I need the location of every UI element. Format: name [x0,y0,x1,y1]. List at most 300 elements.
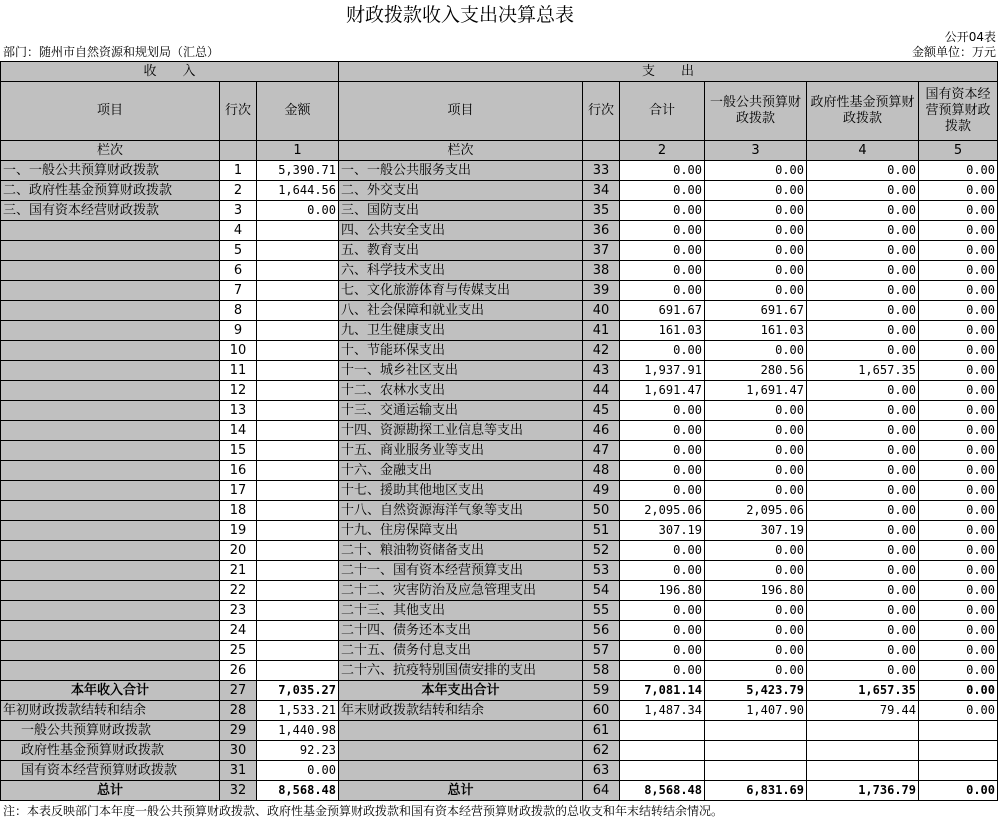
expense-state-capital: 0.00 [919,301,998,321]
income-item-label [1,401,220,421]
expense-total: 691.67 [620,301,705,321]
expense-general-budget: 0.00 [705,421,807,441]
income-line-number: 22 [220,581,257,601]
income-amount [257,221,339,241]
income-amount [257,621,339,641]
expense-item-label: 总计 [339,781,583,801]
expense-state-capital: 0.00 [919,221,998,241]
expense-total: 1,937.91 [620,361,705,381]
table-row [1,561,998,581]
income-item-label [1,321,220,341]
expense-fund-budget [807,761,919,781]
header-general-budget: 一般公共预算财政拨款 [705,82,807,141]
income-line-number: 9 [220,321,257,341]
expense-general-budget: 196.80 [705,581,807,601]
expense-fund-budget: 0.00 [807,181,919,201]
income-amount [257,381,339,401]
expense-line-number: 43 [583,361,620,381]
expense-line-number: 37 [583,241,620,261]
income-item-label [1,501,220,521]
expense-item-label: 五、教育支出 [339,241,583,261]
expense-total: 0.00 [620,441,705,461]
expense-total [620,761,705,781]
expense-general-budget: 0.00 [705,661,807,681]
header-income-line: 行次 [220,82,257,141]
expense-fund-budget: 0.00 [807,421,919,441]
expense-item-label: 十一、城乡社区支出 [339,361,583,381]
income-amount: 0.00 [257,201,339,221]
expense-fund-budget: 0.00 [807,641,919,661]
expense-state-capital: 0.00 [919,361,998,381]
expense-general-budget: 280.56 [705,361,807,381]
expense-line-number: 64 [583,781,620,801]
income-amount: 0.00 [257,761,339,781]
expense-state-capital: 0.00 [919,281,998,301]
expense-fund-budget: 0.00 [807,241,919,261]
expense-line-number: 51 [583,521,620,541]
expense-general-budget: 0.00 [705,161,807,181]
income-item-label [1,381,220,401]
income-item-label [1,541,220,561]
income-item-label [1,481,220,501]
expense-general-budget: 0.00 [705,261,807,281]
expense-item-label [339,761,583,781]
income-line-number: 2 [220,181,257,201]
expense-state-capital: 0.00 [919,521,998,541]
table-row [1,201,998,221]
expense-state-capital: 0.00 [919,481,998,501]
income-item-label [1,261,220,281]
expense-line-number: 57 [583,641,620,661]
income-line-number: 16 [220,461,257,481]
income-amount [257,521,339,541]
expense-total: 0.00 [620,601,705,621]
col-number-1: 1 [257,141,339,161]
expense-fund-budget: 0.00 [807,261,919,281]
income-line-number: 21 [220,561,257,581]
expense-line-number: 59 [583,681,620,701]
income-amount [257,301,339,321]
income-amount [257,401,339,421]
expense-state-capital: 0.00 [919,461,998,481]
expense-general-budget: 0.00 [705,461,807,481]
income-line-number: 30 [220,741,257,761]
expense-line-number: 52 [583,541,620,561]
table-row [1,281,998,301]
expense-line-number: 56 [583,621,620,641]
expense-state-capital: 0.00 [919,621,998,641]
expense-line-number: 54 [583,581,620,601]
expense-item-label [339,741,583,761]
expense-line-number: 39 [583,281,620,301]
income-item-label: 年初财政拨款结转和结余 [1,701,220,721]
header-expense-item: 项目 [339,82,583,141]
table-row [1,761,998,781]
expense-line-number: 55 [583,601,620,621]
income-item-label [1,561,220,581]
expense-total: 0.00 [620,561,705,581]
expense-general-budget: 307.19 [705,521,807,541]
expense-general-budget: 2,095.06 [705,501,807,521]
expense-fund-budget: 1,657.35 [807,361,919,381]
income-amount [257,321,339,341]
expense-total: 0.00 [620,181,705,201]
income-item-label [1,301,220,321]
expense-state-capital: 0.00 [919,241,998,261]
col-blank [583,141,620,161]
expense-fund-budget: 0.00 [807,541,919,561]
table-row [1,621,998,641]
income-item-label: 国有资本经营预算财政拨款 [1,761,220,781]
expense-line-number: 38 [583,261,620,281]
col-number-2: 2 [620,141,705,161]
income-item-label [1,621,220,641]
expense-state-capital [919,721,998,741]
expense-item-label: 一、一般公共服务支出 [339,161,583,181]
expense-total: 0.00 [620,281,705,301]
income-amount [257,361,339,381]
col-blank [220,141,257,161]
expense-item-label: 六、科学技术支出 [339,261,583,281]
expense-item-label: 十、节能环保支出 [339,341,583,361]
expense-line-number: 41 [583,321,620,341]
expense-item-label: 本年支出合计 [339,681,583,701]
expense-item-label: 二十二、灾害防治及应急管理支出 [339,581,583,601]
income-item-label [1,341,220,361]
expense-state-capital: 0.00 [919,581,998,601]
income-amount [257,561,339,581]
income-line-number: 10 [220,341,257,361]
expense-line-number: 35 [583,201,620,221]
expense-total: 7,081.14 [620,681,705,701]
income-amount [257,441,339,461]
income-amount [257,581,339,601]
expense-fund-budget: 0.00 [807,481,919,501]
expense-line-number: 33 [583,161,620,181]
expense-item-label: 十四、资源勘探工业信息等支出 [339,421,583,441]
header-total: 合计 [620,82,705,141]
income-line-number: 29 [220,721,257,741]
form-number: 公开04表 [944,30,996,44]
expense-total: 8,568.48 [620,781,705,801]
income-item-label [1,461,220,481]
expense-state-capital: 0.00 [919,661,998,681]
income-line-number: 13 [220,401,257,421]
income-line-number: 25 [220,641,257,661]
expense-general-budget: 0.00 [705,601,807,621]
expense-state-capital: 0.00 [919,501,998,521]
income-item-label [1,361,220,381]
expense-total: 0.00 [620,541,705,561]
expense-fund-budget: 0.00 [807,381,919,401]
income-item-label: 政府性基金预算财政拨款 [1,741,220,761]
expense-fund-budget: 0.00 [807,661,919,681]
income-item-label: 一般公共预算财政拨款 [1,721,220,741]
expense-general-budget [705,761,807,781]
budget-table [0,61,998,801]
income-line-number: 7 [220,281,257,301]
expense-state-capital: 0.00 [919,641,998,661]
income-item-label [1,661,220,681]
income-amount: 92.23 [257,741,339,761]
expense-total: 196.80 [620,581,705,601]
expense-state-capital: 0.00 [919,161,998,181]
expense-fund-budget: 0.00 [807,581,919,601]
expense-line-number: 53 [583,561,620,581]
expense-total: 0.00 [620,481,705,501]
table-row [1,481,998,501]
expense-state-capital: 0.00 [919,441,998,461]
table-row [1,641,998,661]
expense-line-number: 60 [583,701,620,721]
col-number-4: 4 [807,141,919,161]
table-row [1,161,998,181]
income-amount [257,661,339,681]
table-row [1,781,998,801]
expense-general-budget: 5,423.79 [705,681,807,701]
table-row [1,661,998,681]
expense-general-budget: 6,831.69 [705,781,807,801]
income-line-number: 15 [220,441,257,461]
expense-item-label: 十七、援助其他地区支出 [339,481,583,501]
expense-total [620,721,705,741]
expense-total: 0.00 [620,161,705,181]
table-row [1,441,998,461]
expense-general-budget: 0.00 [705,541,807,561]
income-amount [257,261,339,281]
income-amount [257,541,339,561]
income-item-label [1,581,220,601]
income-line-number: 23 [220,601,257,621]
table-row [1,321,998,341]
table-row [1,461,998,481]
expense-general-budget: 0.00 [705,221,807,241]
expense-item-label: 十二、农林水支出 [339,381,583,401]
table-row [1,701,998,721]
table-row [1,681,998,701]
expense-total: 0.00 [620,241,705,261]
income-section-header: 收 入 [1,62,339,82]
col-number-5: 5 [919,141,998,161]
income-line-number: 20 [220,541,257,561]
expense-item-label: 十三、交通运输支出 [339,401,583,421]
income-line-number: 28 [220,701,257,721]
expense-fund-budget: 0.00 [807,401,919,421]
income-line-number: 3 [220,201,257,221]
expense-item-label: 二十三、其他支出 [339,601,583,621]
income-item-label: 二、政府性基金预算财政拨款 [1,181,220,201]
header-income-amount: 金额 [257,82,339,141]
income-line-number: 4 [220,221,257,241]
expense-state-capital: 0.00 [919,601,998,621]
income-line-number: 1 [220,161,257,181]
expense-fund-budget: 1,657.35 [807,681,919,701]
expense-state-capital: 0.00 [919,781,998,801]
expense-total: 161.03 [620,321,705,341]
expense-item-label: 二十一、国有资本经营预算支出 [339,561,583,581]
expense-line-number: 46 [583,421,620,441]
expense-general-budget: 0.00 [705,641,807,661]
income-amount [257,641,339,661]
col-label-expense: 栏次 [339,141,583,161]
expense-total: 0.00 [620,641,705,661]
income-amount [257,421,339,441]
expense-state-capital: 0.00 [919,561,998,581]
expense-item-label: 年末财政拨款结转和结余 [339,701,583,721]
expense-fund-budget [807,721,919,741]
expense-general-budget: 0.00 [705,201,807,221]
expense-general-budget: 0.00 [705,481,807,501]
income-line-number: 19 [220,521,257,541]
expense-general-budget: 0.00 [705,441,807,461]
income-item-label [1,601,220,621]
unit-label: 金额单位：万元 [911,45,996,59]
footnote: 注：本表反映部门本年度一般公共预算财政拨款、政府性基金预算财政拨款和国有资本经营预算财政拨款的总收支和年末结转结余情况。 [3,804,724,818]
expense-state-capital: 0.00 [919,421,998,441]
table-row [1,221,998,241]
expense-fund-budget: 0.00 [807,341,919,361]
income-amount: 1,440.98 [257,721,339,741]
expense-total: 0.00 [620,341,705,361]
expense-line-number: 47 [583,441,620,461]
expense-line-number: 49 [583,481,620,501]
expense-line-number: 50 [583,501,620,521]
expense-line-number: 48 [583,461,620,481]
income-item-label [1,221,220,241]
table-row [1,181,998,201]
expense-fund-budget: 0.00 [807,161,919,181]
expense-total [620,741,705,761]
table-row [1,261,998,281]
income-amount [257,461,339,481]
table-row [1,361,998,381]
expense-state-capital [919,741,998,761]
expense-item-label: 十八、自然资源海洋气象等支出 [339,501,583,521]
expense-general-budget: 161.03 [705,321,807,341]
expense-fund-budget: 0.00 [807,301,919,321]
expense-item-label: 十五、商业服务业等支出 [339,441,583,461]
table-row [1,741,998,761]
expense-total: 2,095.06 [620,501,705,521]
income-line-number: 31 [220,761,257,781]
department-label: 部门：随州市自然资源和规划局（汇总） [3,45,220,59]
report-title: 财政拨款收入支出决算总表 [345,4,574,26]
expense-total: 0.00 [620,461,705,481]
expense-total: 0.00 [620,661,705,681]
header-expense-line: 行次 [583,82,620,141]
expense-state-capital: 0.00 [919,401,998,421]
expense-line-number: 36 [583,221,620,241]
table-row [1,501,998,521]
expense-total: 1,487.34 [620,701,705,721]
income-amount: 8,568.48 [257,781,339,801]
table-row [1,301,998,321]
income-item-label [1,421,220,441]
expense-total: 307.19 [620,521,705,541]
expense-line-number: 61 [583,721,620,741]
income-amount: 7,035.27 [257,681,339,701]
expense-general-budget [705,741,807,761]
income-line-number: 12 [220,381,257,401]
expense-fund-budget: 79.44 [807,701,919,721]
expense-general-budget: 0.00 [705,241,807,261]
expense-total: 0.00 [620,401,705,421]
table-row [1,241,998,261]
table-row [1,521,998,541]
expense-section-header: 支 出 [339,62,998,82]
income-amount [257,341,339,361]
expense-state-capital [919,761,998,781]
table-row [1,381,998,401]
expense-fund-budget [807,741,919,761]
income-item-label [1,441,220,461]
expense-total: 0.00 [620,221,705,241]
expense-general-budget: 0.00 [705,621,807,641]
expense-general-budget: 0.00 [705,401,807,421]
expense-fund-budget: 0.00 [807,281,919,301]
table-row [1,401,998,421]
income-line-number: 24 [220,621,257,641]
expense-item-label: 二十六、抗疫特别国债安排的支出 [339,661,583,681]
expense-state-capital: 0.00 [919,181,998,201]
expense-general-budget: 1,691.47 [705,381,807,401]
header-income-item: 项目 [1,82,220,141]
expense-item-label: 九、卫生健康支出 [339,321,583,341]
income-amount [257,241,339,261]
income-item-label [1,241,220,261]
expense-item-label: 七、文化旅游体育与传媒支出 [339,281,583,301]
expense-item-label: 二十五、债务付息支出 [339,641,583,661]
income-item-label [1,641,220,661]
income-amount: 1,644.56 [257,181,339,201]
income-amount [257,481,339,501]
expense-item-label: 十六、金融支出 [339,461,583,481]
expense-state-capital: 0.00 [919,381,998,401]
income-line-number: 5 [220,241,257,261]
expense-total: 0.00 [620,261,705,281]
expense-total: 0.00 [620,621,705,641]
expense-general-budget: 1,407.90 [705,701,807,721]
expense-state-capital: 0.00 [919,681,998,701]
income-item-label [1,521,220,541]
income-line-number: 14 [220,421,257,441]
expense-state-capital: 0.00 [919,201,998,221]
income-amount: 1,533.21 [257,701,339,721]
expense-state-capital: 0.00 [919,261,998,281]
expense-line-number: 58 [583,661,620,681]
income-item-label: 一、一般公共预算财政拨款 [1,161,220,181]
expense-item-label: 十九、住房保障支出 [339,521,583,541]
expense-fund-budget: 0.00 [807,201,919,221]
header-state-capital: 国有资本经营预算财政拨款 [919,82,998,141]
expense-state-capital: 0.00 [919,701,998,721]
expense-item-label: 二十、粮油物资储备支出 [339,541,583,561]
income-item-label: 本年收入合计 [1,681,220,701]
table-row [1,421,998,441]
expense-general-budget: 0.00 [705,281,807,301]
expense-line-number: 40 [583,301,620,321]
income-line-number: 11 [220,361,257,381]
income-line-number: 27 [220,681,257,701]
expense-general-budget [705,721,807,741]
expense-general-budget: 691.67 [705,301,807,321]
expense-general-budget: 0.00 [705,181,807,201]
expense-item-label: 二、外交支出 [339,181,583,201]
expense-fund-budget: 0.00 [807,461,919,481]
income-item-label: 三、国有资本经营财政拨款 [1,201,220,221]
expense-item-label [339,721,583,741]
income-item-label [1,281,220,301]
